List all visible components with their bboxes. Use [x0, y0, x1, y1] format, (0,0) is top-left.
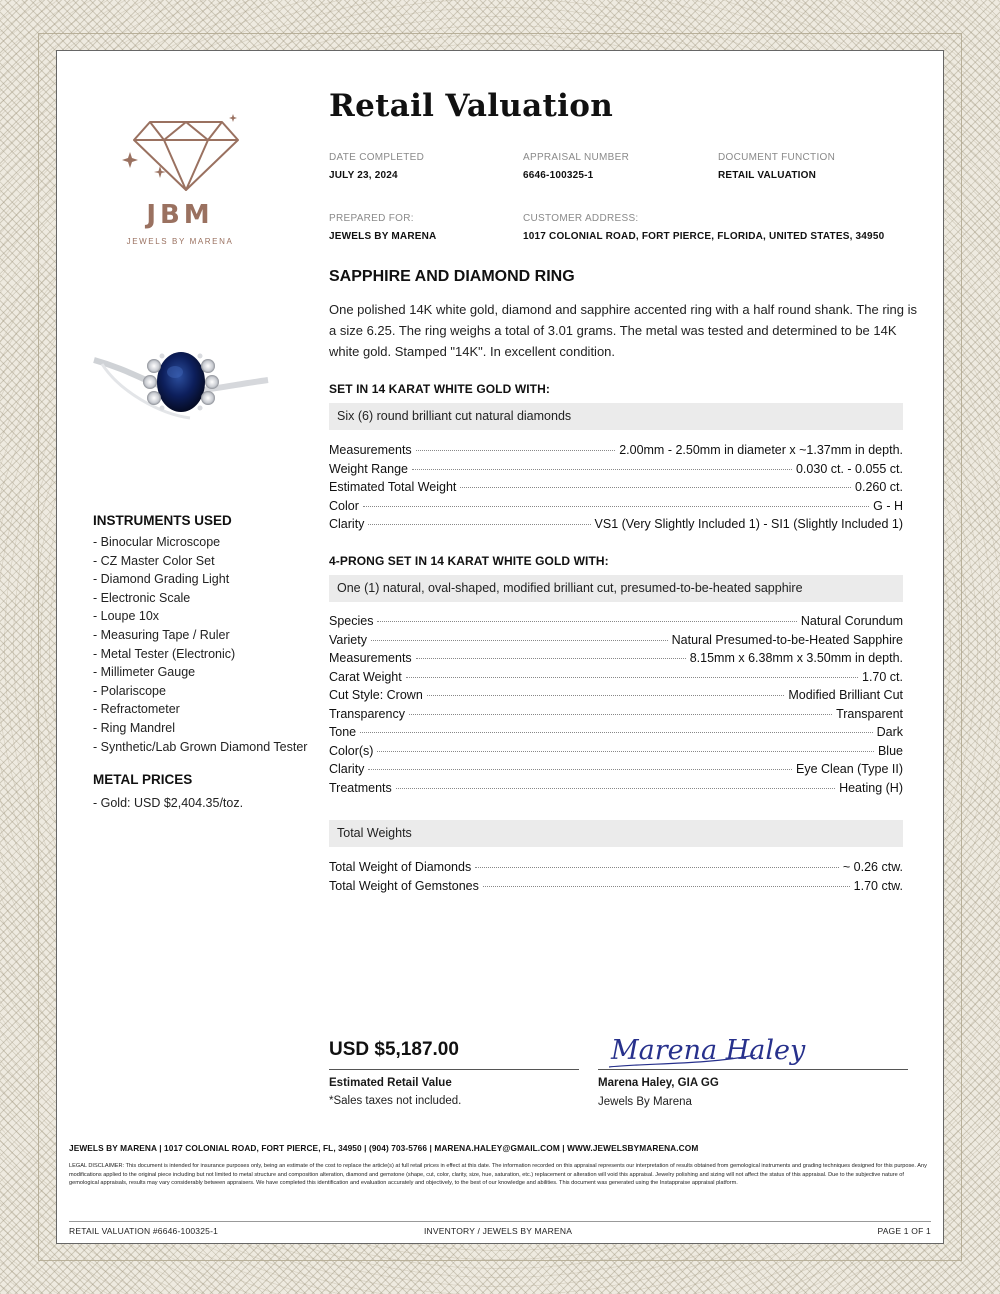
signature: [605, 1025, 806, 1075]
list-item: - Electronic Scale: [93, 590, 191, 605]
footer-reference: RETAIL VALUATION #6646-100325-1: [69, 1226, 219, 1236]
appraisal-number-label: APPRAISAL NUMBER: [523, 152, 630, 163]
list-item: - Synthetic/Lab Grown Diamond Tester: [93, 739, 308, 754]
prepared-for-label: PREPARED FOR:: [329, 213, 414, 224]
diamonds-heading: SET IN 14 KARAT WHITE GOLD WITH:: [329, 382, 550, 396]
document-function-label: DOCUMENT FUNCTION: [718, 152, 836, 163]
prepared-for-value: JEWELS BY MARENA: [329, 231, 437, 242]
tax-note: *Sales taxes not included.: [329, 1095, 462, 1107]
diamonds-summary: Six (6) round brilliant cut natural diamonds: [329, 403, 903, 430]
ring-photo: [90, 322, 272, 432]
table-row: Color G - H: [329, 498, 903, 513]
list-item: - Refractometer: [93, 702, 180, 717]
customer-address-value: 1017 COLONIAL ROAD, FORT PIERCE, FLORIDA, UNITED STATES, 34950: [523, 231, 885, 242]
table-row: Species Natural Corundum: [329, 614, 903, 628]
logo-monogram: JBM: [146, 200, 214, 230]
instruments-heading: INSTRUMENTS USED: [93, 513, 232, 528]
date-label: DATE COMPLETED: [329, 152, 425, 163]
item-heading: SAPPHIRE AND DIAMOND RING: [329, 268, 575, 285]
sapphire-summary: One (1) natural, oval-shaped, modified brilliant cut, presumed-to-be-heated sapphire: [329, 575, 903, 602]
price-label: Estimated Retail Value: [329, 1077, 452, 1089]
sapphire-heading: 4-PRONG SET IN 14 KARAT WHITE GOLD WITH:: [329, 554, 609, 568]
table-row: Cut Style: Crown Modified Brilliant Cut: [329, 688, 903, 702]
list-item: - Ring Mandrel: [93, 720, 175, 735]
instruments-list: [93, 533, 307, 756]
list-item: - Metal Tester (Electronic): [93, 646, 236, 661]
footer-contact: JEWELS BY MARENA | 1017 COLONIAL ROAD, FORT PIERCE, FL, 34950 | (904) 703-5766 | MARENA.HALEY@GMAIL.COM | WWW.JEWELSBYMARENA.COM: [69, 1143, 699, 1153]
item-description: One polished 14K white gold, diamond and sapphire accented ring with a half round shank. The ring is a size 6.25. The ring weighs a total of 3.01 grams. The metal was tested and determined to be 14K white gold. Stamped "14K". In excellent condition.: [329, 302, 918, 359]
table-row: Color(s) Blue: [329, 743, 903, 758]
logo-tagline: JEWELS BY MARENA: [126, 237, 234, 246]
footer-rule: [69, 1221, 931, 1222]
table-row: Transparency Transparent: [329, 706, 903, 721]
date-value: JULY 23, 2024: [329, 170, 398, 181]
table-row: Variety Natural Presumed-to-be-Heated Sapphire: [329, 632, 903, 647]
table-row: Total Weight of Gemstones 1.70 ctw.: [329, 878, 903, 893]
appraisal-number-value: 6646-100325-1: [523, 170, 594, 181]
metal-prices-list: [93, 794, 243, 813]
footer-page-number: PAGE 1 OF 1: [877, 1226, 931, 1236]
totals-table: [329, 858, 903, 895]
sapphire-table: [329, 612, 903, 797]
list-item: - Measuring Tape / Ruler: [93, 627, 230, 642]
table-row: Tone Dark: [329, 725, 903, 739]
list-item: - Diamond Grading Light: [93, 572, 230, 587]
page-title: Retail Valuation: [329, 88, 614, 124]
table-row: Total Weight of Diamonds ~ 0.26 ctw.: [329, 860, 903, 874]
table-row: Measurements 8.15mm x 6.38mm x 3.50mm in depth.: [329, 651, 903, 665]
metal-prices-heading: METAL PRICES: [93, 772, 193, 787]
table-row: Treatments Heating (H): [329, 780, 903, 795]
diamonds-table: [329, 441, 903, 534]
list-item: - Loupe 10x: [93, 609, 160, 624]
price-rule: [329, 1069, 579, 1070]
table-row: Clarity VS1 (Very Slightly Included 1) - SI1 (Slightly Included 1): [329, 517, 903, 531]
table-row: Weight Range 0.030 ct. - 0.055 ct.: [329, 461, 903, 476]
list-item: - Millimeter Gauge: [93, 665, 196, 680]
customer-address-label: CUSTOMER ADDRESS:: [523, 213, 639, 224]
list-item: - CZ Master Color Set: [93, 553, 215, 568]
table-row: Carat Weight 1.70 ct.: [329, 669, 903, 684]
totals-heading: Total Weights: [329, 820, 903, 847]
table-row: Estimated Total Weight 0.260 ct.: [329, 480, 903, 494]
svg-text:Marena Haley: Marena Haley: [611, 1035, 806, 1066]
table-row: Measurements 2.00mm - 2.50mm in diameter x ~1.37mm in depth.: [329, 443, 903, 457]
list-item: - Polariscope: [93, 683, 166, 698]
footer-inventory: INVENTORY / JEWELS BY MARENA: [424, 1226, 573, 1236]
legal-disclaimer: LEGAL DISCLAIMER: This document is intended for insurance purposes only, being an estimate of the cost to replace the article(s) at full retail prices in effect at this date. The information recorded on this appraisal represents our interpretation of results obtained from gemological instruments and grading techniques designed for this purpose. Any modifications applied to the original piece including but not limited to metal structure and composition alteration, diamond and gemstone (shape, cut, color, clarity, size, hue, saturation, etc.) replacement or alteration will void this appraisal. Jewelry polishing and sizing will not affect the status of this appraisal. Due to the subjective nature of gemological appraisals, results may vary considerably between appraisers. We have completed this identification and evaluation accurately and objectively, to the best of our knowledge and abilities. This document was generated using the Instappraise appraisal platform.: [69, 1163, 927, 1187]
document-function-value: RETAIL VALUATION: [718, 170, 817, 181]
retail-price: USD $5,187.00: [329, 1039, 459, 1060]
appraiser-company: Jewels By Marena: [598, 1096, 692, 1108]
list-item: - Binocular Microscope: [93, 535, 221, 549]
diamond-icon: [120, 112, 245, 194]
signature-rule: [598, 1069, 908, 1070]
appraiser-name: Marena Haley, GIA GG: [598, 1077, 719, 1089]
list-item: - Gold: USD $2,404.35/toz.: [93, 796, 244, 810]
table-row: Clarity Eye Clean (Type II): [329, 762, 903, 776]
